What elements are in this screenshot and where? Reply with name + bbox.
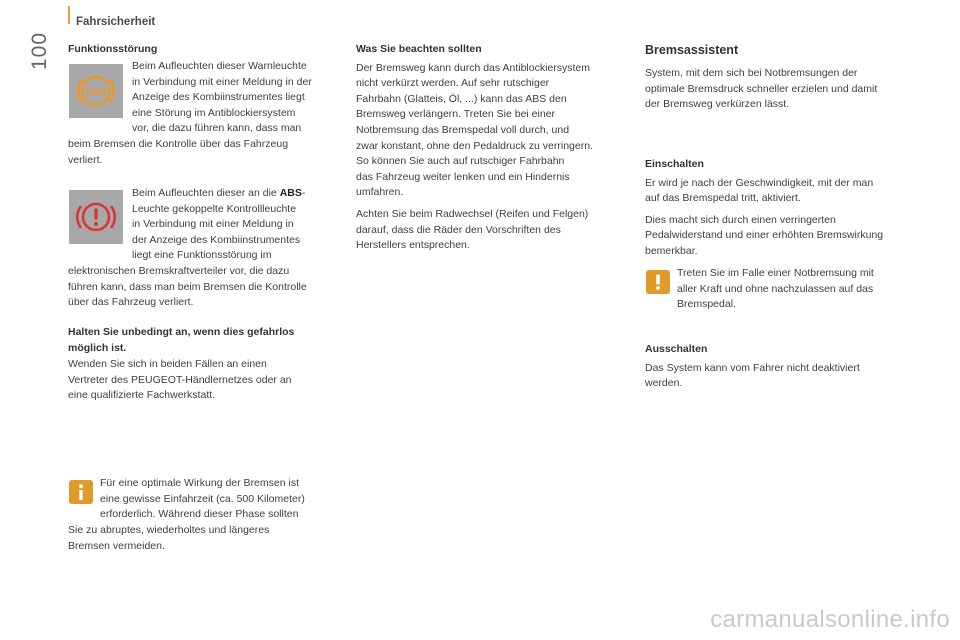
- text-line: eine Störung im Antiblockiersystem: [132, 106, 296, 119]
- info-note-full: [68, 523, 353, 554]
- text-line: So können Sie auch auf rutschiger Fahrbahn: [356, 155, 565, 168]
- text-line: Achten Sie beim Radwechsel (Reifen und Felgen): [356, 207, 589, 220]
- text-line: Leuchte gekoppelte Kontrollleuchte: [132, 202, 297, 215]
- text-line: bemerkbar.: [645, 244, 698, 257]
- text-line: werden.: [645, 377, 683, 390]
- text-line: Bremsen vermeiden.: [68, 539, 165, 552]
- text-line: Er wird je nach der Geschwindigkeit, mit der man: [645, 176, 874, 189]
- text-line: nicht verkürzt werden. Auf sehr rutschiger: [356, 77, 550, 90]
- text-line: führen kann, dass man beim Bremsen die Kontrolle: [68, 280, 307, 293]
- bremsassistent-intro: [645, 66, 930, 113]
- text-line: umfahren.: [356, 186, 404, 199]
- brake-paragraph-indented: [132, 186, 347, 264]
- text-line: Beim Aufleuchten dieser an die ABS-: [132, 187, 306, 199]
- text-line: der Anzeige des Kombiinstrumentes: [132, 233, 301, 246]
- text-line: Bremspedal.: [677, 298, 736, 311]
- heading-ausschalten: Ausschalten: [645, 343, 708, 355]
- info-note-indented: [100, 476, 350, 523]
- text-line: eine qualifizierte Fachwerkstatt.: [68, 389, 216, 402]
- text-line: Herstellers entsprechen.: [356, 239, 470, 252]
- text-line: möglich ist.: [68, 341, 127, 354]
- einschalten-section: [645, 157, 930, 260]
- info-icon: [69, 480, 93, 504]
- text-line: erforderlich. Während dieser Phase sollten: [100, 508, 299, 521]
- text-line: über das Fahrzeug verliert.: [68, 296, 194, 309]
- text-line: Halten Sie unbedingt an, wenn dies gefahrlos: [68, 326, 295, 338]
- text-line: zwar konstant, ohne den Pedaldruck zu verringern.: [356, 139, 593, 152]
- heading-einschalten: Einschalten: [645, 158, 704, 170]
- warning-icon: [646, 270, 670, 294]
- watermark: carmanualsonline.info: [710, 606, 950, 633]
- text-line: Wenden Sie sich in beiden Fällen an einen: [68, 358, 267, 370]
- stop-instruction: [68, 325, 353, 356]
- abs-warning-icon: [69, 64, 123, 118]
- abs-paragraph-indented: [132, 59, 347, 137]
- text-line: Notbremsung das Bremspedal voll durch, und: [356, 123, 570, 136]
- text-line: Beim Aufleuchten dieser Warnleuchte: [132, 60, 307, 72]
- page-number: 100: [28, 31, 51, 70]
- text-line: in Verbindung mit einer Meldung in: [132, 218, 294, 231]
- text-line: eine gewisse Einfahrzeit (ca. 500 Kilometer): [100, 492, 305, 505]
- ausschalten-section: [645, 342, 930, 392]
- text-line: elektronischen Bremskraftverteiler vor, die dazu: [68, 265, 290, 277]
- text-line: Pedalwiderstand und einer erhöhten Bremswirkung: [645, 229, 884, 242]
- text-line: liegt eine Funktionsstörung im: [132, 249, 272, 262]
- text-line: der Bremsweg verkürzen lässt.: [645, 98, 790, 111]
- text-line: Dies macht sich durch einen verringerten: [645, 213, 836, 226]
- text-line: auf das Bremspedal tritt, aktiviert.: [645, 192, 801, 205]
- text-line: Anzeige des Kombiinstrumentes liegt: [132, 91, 305, 104]
- text-line: optimale Bremsdruck schneller erzielen und damit: [645, 82, 878, 95]
- brake-warning-icon: [69, 190, 123, 244]
- text-line: darauf, dass die Räder den Vorschriften des: [356, 223, 561, 236]
- text-line: Fahrbahn (Glatteis, Öl, ...) kann das ABS den: [356, 92, 567, 105]
- text-line: in Verbindung mit einer Meldung in der: [132, 75, 312, 88]
- dealer-paragraph: [68, 357, 353, 404]
- text-line: beim Bremsen die Kontrolle über das Fahrzeug: [68, 138, 289, 150]
- brake-paragraph-full: [68, 264, 353, 311]
- text-line: verliert.: [68, 153, 103, 166]
- middle-column: [356, 42, 636, 254]
- text-line: das Fahrzeug weiter lenken und ein Hindernis: [356, 170, 570, 183]
- heading-funktionsstoerung: Funktionsstörung: [68, 43, 158, 55]
- text-line: Bremsweg verlängern. Treten Sie bei einer: [356, 108, 556, 121]
- header-accent-bar: [68, 6, 70, 24]
- text-line: System, mit dem sich bei Notbremsungen der: [645, 67, 858, 79]
- bremsassistent-title: Bremsassistent: [645, 43, 739, 57]
- text-line: Sie zu abruptes, wiederholtes und längeres: [68, 524, 270, 536]
- abs-paragraph-full: [68, 137, 348, 168]
- text-line: Der Bremsweg kann durch das Antiblockiersystem: [356, 61, 591, 74]
- section-title: Fahrsicherheit: [76, 16, 156, 28]
- text-line: Für eine optimale Wirkung der Bremsen ist: [100, 477, 299, 489]
- text-line: Treten Sie im Falle einer Notbremsung mit: [677, 267, 874, 279]
- heading-was-sie-beachten: Was Sie beachten sollten: [356, 43, 482, 55]
- text-line: Vertreter des PEUGEOT-Händlernetzes oder an: [68, 373, 292, 386]
- svg-text:ABS: ABS: [85, 87, 107, 98]
- warning-note: [677, 266, 927, 313]
- text-line: vor, die dazu führen kann, dass man: [132, 122, 302, 135]
- text-line: Das System kann vom Fahrer nicht deaktiviert: [645, 361, 860, 374]
- text-line: aller Kraft und ohne nachzulassen auf das: [677, 282, 874, 295]
